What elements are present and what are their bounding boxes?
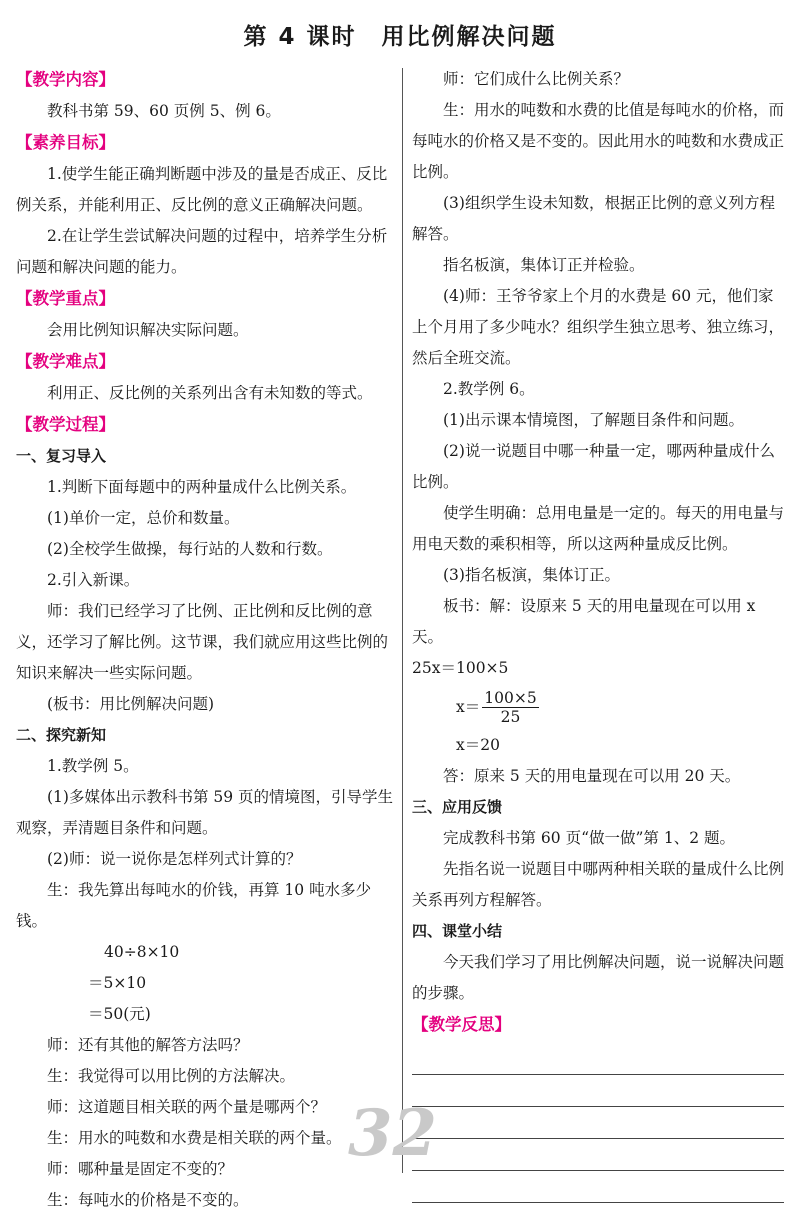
equation-line: 25x＝100×5 xyxy=(412,659,509,677)
writing-line xyxy=(412,1043,784,1075)
paragraph: 板书：解：设原来 5 天的用电量现在可以用 x 天。 xyxy=(412,597,756,646)
subsection-heading: 三、应用反馈 xyxy=(412,798,503,816)
paragraph: 完成教科书第 60 页“做一做”第 1、2 题。 xyxy=(443,829,736,847)
paragraph: 师：还有其他的解答方法吗？ xyxy=(47,1036,249,1054)
paragraph: (板书：用比例解决问题) xyxy=(47,695,215,713)
paragraph: 教科书第 59、60 页例 5、例 6。 xyxy=(47,102,281,120)
writing-line xyxy=(412,1171,784,1203)
calculation-line: ＝5×10 xyxy=(88,974,147,992)
paragraph: (2)师：说一说你是怎样列式计算的？ xyxy=(47,850,302,868)
paragraph: (3)组织学生设未知数，根据正比例的意义列方程解答。 xyxy=(412,194,775,243)
fraction-numerator: 100×5 xyxy=(484,688,537,707)
paragraph: 1.判断下面每题中的两种量成什么比例关系。 xyxy=(47,478,357,496)
writing-line xyxy=(412,1107,784,1139)
right-column-top xyxy=(412,64,784,684)
paragraph: 生：用水的吨数和水费的比值是每吨水的价格，而每吨水的价格又是不变的。因此用水的吨数和水费成正比例。 xyxy=(412,101,785,181)
reflection-lines xyxy=(412,1043,784,1203)
paragraph: (4)师：王爷爷家上个月的水费是 60 元，他们家上个月用了多少吨水？组织学生独立思考、独立练习，然后全班交流。 xyxy=(412,287,785,367)
lesson-title: 第 4 课时 用比例解决问题 xyxy=(243,24,557,50)
equation-lhs: x＝ xyxy=(456,697,481,716)
paragraph: 1.使学生能正确判断题中涉及的量是否成正、反比例关系，并能利用正、反比例的意义正确解决问题。 xyxy=(16,165,388,214)
paragraph: (3)指名板演，集体订正。 xyxy=(443,566,620,584)
section-heading: 【教学反思】 xyxy=(412,1015,511,1034)
writing-line xyxy=(412,1075,784,1107)
paragraph: 答：原来 5 天的用电量现在可以用 20 天。 xyxy=(443,767,741,785)
section-heading: 【教学过程】 xyxy=(16,415,115,434)
paragraph: 生：我觉得可以用比例的方法解决。 xyxy=(47,1067,296,1085)
paragraph: 先指名说一说题目中哪两种相关联的量成什么比例关系再列方程解答。 xyxy=(412,860,785,909)
section-heading: 【素养目标】 xyxy=(16,133,115,152)
paragraph: 师：它们成什么比例关系？ xyxy=(443,70,630,88)
fraction-denominator: 25 xyxy=(500,707,521,726)
paragraph: 2.教学例 6。 xyxy=(443,380,535,398)
fraction-equation xyxy=(412,684,784,730)
paragraph: (2)说一说题目中哪一种量一定，哪两种量成什么比例。 xyxy=(412,442,775,491)
paragraph: 生：用水的吨数和水费是相关联的两个量。 xyxy=(47,1129,342,1147)
paragraph: 指名板演，集体订正并检验。 xyxy=(443,256,645,274)
page-number: 32 xyxy=(348,1096,438,1171)
section-heading: 【教学内容】 xyxy=(16,70,115,89)
paragraph: 1.教学例 5。 xyxy=(47,757,139,775)
paragraph: 师：我们已经学习了比例、正比例和反比例的意义，还学习了解比例。这节课，我们就应用这些比例的知识来解决一些实际问题。 xyxy=(16,602,389,682)
paragraph: (2)全校学生做操，每行站的人数和行数。 xyxy=(47,540,333,558)
left-column xyxy=(16,64,394,1216)
paragraph: 会用比例知识解决实际问题。 xyxy=(47,321,249,339)
paragraph: 今天我们学习了用比例解决问题，说一说解决问题的步骤。 xyxy=(412,953,785,1002)
paragraph: 生：我先算出每吨水的价钱，再算 10 吨水多少钱。 xyxy=(16,881,372,930)
paragraph: 利用正、反比例的关系列出含有未知数的等式。 xyxy=(47,384,373,402)
paragraph: (1)出示课本情境图，了解题目条件和问题。 xyxy=(443,411,744,429)
paragraph: 2.引入新课。 xyxy=(47,571,140,589)
right-column xyxy=(412,64,784,1203)
fraction xyxy=(482,689,538,726)
paragraph: 师：哪种量是固定不变的？ xyxy=(47,1160,234,1178)
calculation-line: 40÷8×10 xyxy=(104,943,180,961)
paragraph: 生：每吨水的价格是不变的。 xyxy=(47,1191,249,1209)
paragraph: 使学生明确：总用电量是一定的。每天的用电量与用电天数的乘积相等，所以这两种量成反比例。 xyxy=(412,504,785,553)
equation-result: x＝20 xyxy=(456,736,500,754)
paragraph: (1)多媒体出示教科书第 59 页的情境图，引导学生观察，弄清题目条件和问题。 xyxy=(16,788,394,837)
section-heading: 【教学难点】 xyxy=(16,352,115,371)
paragraph: 2.在让学生尝试解决问题的过程中，培养学生分析问题和解决问题的能力。 xyxy=(16,227,388,276)
subsection-heading: 二、探究新知 xyxy=(16,726,107,744)
calculation-line: ＝50(元) xyxy=(88,1005,151,1023)
subsection-heading: 一、复习导入 xyxy=(16,447,107,465)
column-divider xyxy=(402,68,403,1173)
right-column-bottom xyxy=(412,761,784,1041)
writing-line xyxy=(412,1139,784,1171)
subsection-heading: 四、课堂小结 xyxy=(412,922,503,940)
paragraph: 师：这道题目相关联的两个量是哪两个？ xyxy=(47,1098,327,1116)
section-heading: 【教学重点】 xyxy=(16,289,115,308)
paragraph: (1)单价一定，总价和数量。 xyxy=(47,509,240,527)
